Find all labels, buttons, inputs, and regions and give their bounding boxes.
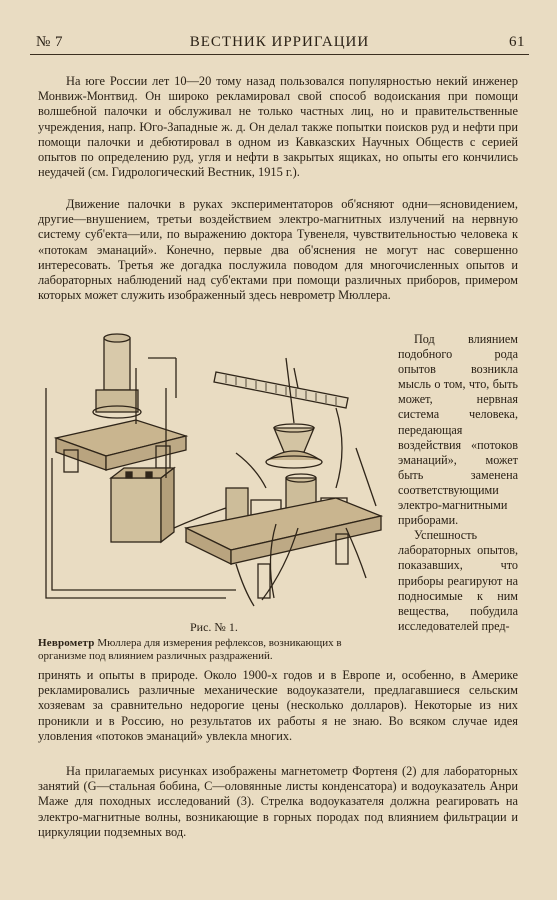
paragraph-4: На прилагаемых рисунках изображены магнетометр Фортеня (2) для лабораторных занятий (G—стальная бобина, C—оловянные листы конденсатора) и водоуказатель Анри Маже для походных исследований (3). Стрелка водоуказателя должна реагировать на электро-магнитные волны, возникающие в горных породах под влиянием фильтрации и циркуляции подземных вод. [38,764,518,839]
neurometer-drawing [36,328,392,618]
caption-text: Мюллера для измерения рефлексов, возникающих в организме под влиянием различных раздражений. [38,637,342,662]
page-number: 61 [509,34,525,50]
paragraph-2: Движение палочки в руках экспериментаторов об'ясняют одни—ясновидением, другие—внушением, третьи воздействием электро-магнитных излучений на нервную систему суб'екта—или, по выражению доктора Тувенеля, чувствительностью человека к «потокам эманаций». Конечно, первые два об'яснения не могут нас совершенно интересовать. Третья же догадка послужила поводом для многочисленных опытов и лабораторных наблюдений над суб'ектами при помощи различных приборов, примером которых может служить изображенный здесь неврометр Мюллера. [38,197,518,303]
side-paragraph-2: Успешность лабораторных опытов, показавших, что приборы реагируют на подносимые к ним вещества, побудила исследователей пред- [398,528,518,633]
running-header [30,32,529,55]
side-column [398,332,518,634]
paragraph-3: принять и опыты в природе. Около 1900-х годов и в Европе и, особенно, в Америке рекламировались различные механические водоуказатели, предлагавшиеся сельским хозяевам за сравнительно недорогие цены (несколько долларов). Некоторые из них проникли и в Россию, но результатов их работы я не знаю. Во всяком случае идея уловления «потоков эманаций» увлекла многих. [38,668,518,743]
caption-term: Неврометр [38,637,95,649]
journal-title: ВЕСТНИК ИРРИГАЦИИ [189,34,370,50]
paragraph-1: На юге России лет 10—20 тому назад пользовался популярностью некий инженер Монвиж-Монтвид. Он широко рекламировал свой способ водоискания при помощи волшебной палочки и обслуживал не только частных лиц, но и правительственные учреждения, напр. Юго-Западные ж. д. Он делал также попытки поисков руд и нефти при помощи палочки и дебютировал в одном из Кавказских Научных Обществ с серией опытов по определению руд, угля и нефти в закрытых ящиках, но опыты его кончились неудачей (см. Гидрологический Вестник, 1915 г.). [38,74,518,180]
figure-caption [38,637,378,663]
side-paragraph-1: Под влиянием подобного рода опытов возникла мысль о том, что, быть может, нервная система человека, передающая воздействия «потоков эманаций», может быть заменена соответствующими электро-магнитными приборами. [398,332,518,528]
figure-label: Рис. № 1. [190,620,238,634]
neurometer-illustration [36,328,392,618]
issue-number: № 7 [36,34,64,50]
